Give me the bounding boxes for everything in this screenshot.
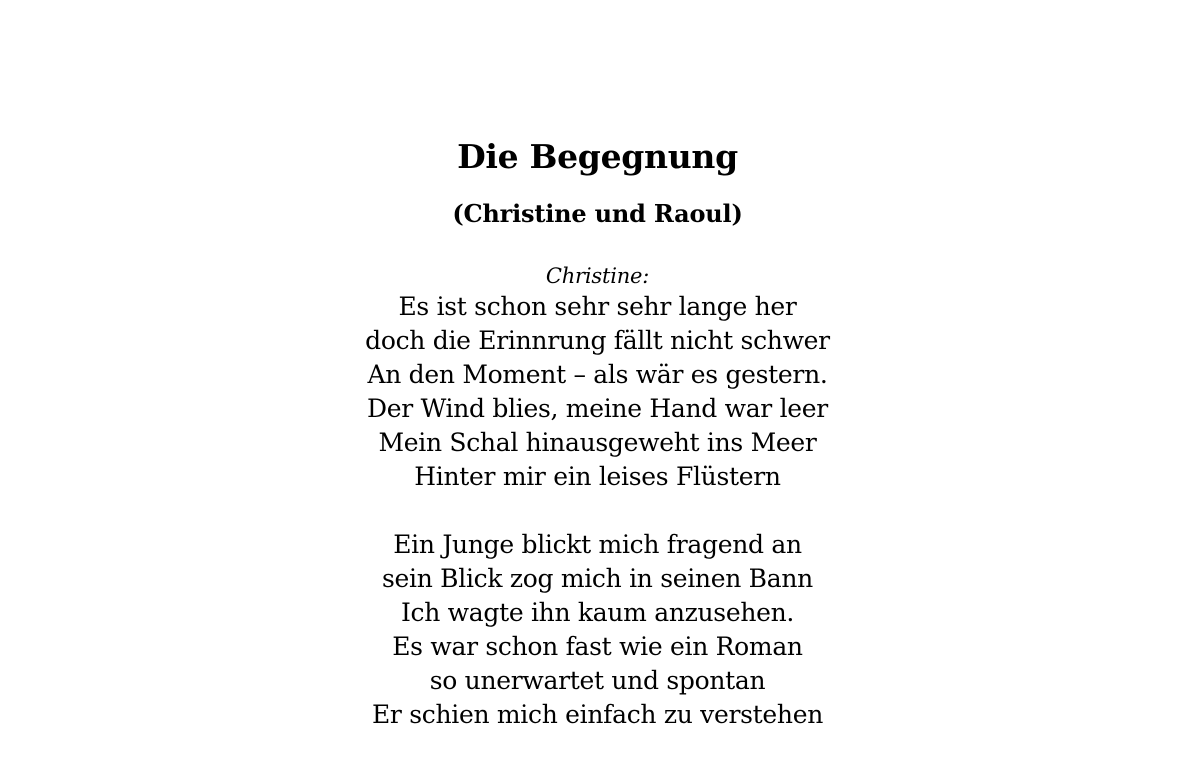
poem-line: Ich wagte ihn kaum anzusehen.: [400, 598, 795, 627]
poem-title: Die Begegnung: [457, 137, 738, 176]
poem-line: Es ist schon sehr sehr lange her: [398, 292, 797, 321]
stanza-2: [0, 528, 1195, 732]
poem-line: Es war schon fast wie ein Roman: [392, 632, 803, 661]
speaker-label: Christine:: [545, 264, 650, 288]
poem-line: Der Wind blies, meine Hand war leer: [367, 394, 828, 423]
poem-line: so unerwartet und spontan: [429, 666, 766, 695]
poem-line: doch die Erinnrung fällt nicht schwer: [365, 326, 830, 355]
poem-line: An den Moment – als wär es gestern.: [367, 360, 828, 389]
poem-line: Er schien mich einfach zu verstehen: [371, 700, 824, 729]
poem-subtitle: (Christine und Raoul): [452, 199, 743, 228]
poem-line: Hinter mir ein leises Flüstern: [414, 462, 781, 491]
poem-line: sein Blick zog mich in seinen Bann: [382, 564, 813, 593]
poem-line: Mein Schal hinausgeweht ins Meer: [378, 428, 817, 457]
poem-line: Ein Junge blickt mich fragend an: [393, 530, 802, 559]
stanza-1: [0, 290, 1195, 494]
